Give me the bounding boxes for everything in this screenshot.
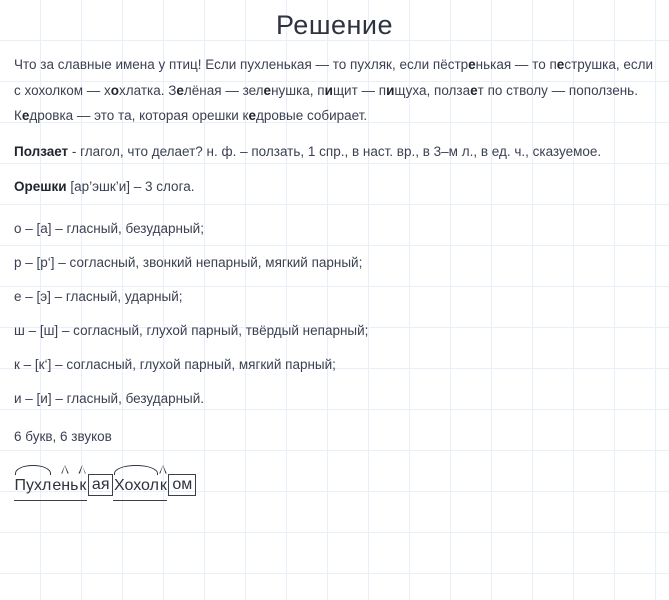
morpheme-diagram	[14, 462, 113, 496]
intro-text-run: дровые собирает.	[255, 108, 368, 123]
stressed-letter: и	[324, 82, 333, 98]
intro-text-run: ё	[440, 57, 448, 72]
morpheme-suffix: к	[159, 476, 167, 494]
stressed-letter: е	[263, 82, 272, 98]
morpheme-diagram	[113, 462, 196, 496]
morpheme-suffix: ень	[52, 476, 79, 494]
solution-body	[0, 52, 669, 514]
stressed-letter: е	[21, 108, 30, 123]
intro-text-run: лёная — зел	[183, 82, 264, 98]
intro-text-run: хлатка. З	[119, 82, 177, 98]
phonetic-analysis-list	[14, 212, 655, 416]
syllables-paragraph	[14, 174, 655, 200]
stressed-letter: е	[468, 57, 476, 72]
phonetic-line: е – [э] – гласный, ударный;	[14, 288, 183, 304]
stressed-letter: о	[110, 82, 119, 98]
syllables-lead: Орешки	[14, 179, 67, 194]
intro-paragraph	[14, 52, 655, 129]
stressed-letter: и	[386, 82, 395, 98]
stem-underline	[113, 500, 167, 501]
verb-analysis-rest: - глагол, что делает? н. ф. – ползать, 1 спр., в наст. вр., в 3–м л., в ед. ч., сказуемое.	[68, 143, 602, 159]
intro-text-run: т по стволу — поползень. К	[14, 82, 638, 123]
verb-analysis-paragraph	[14, 139, 655, 165]
verb-analysis-lead: Ползает	[14, 143, 69, 159]
morpheme-root: Хохол	[113, 476, 159, 494]
stem-underline	[14, 500, 87, 501]
phonetic-line: ш – [ш] – согласный, глухой парный, твёрдый непарный;	[14, 322, 369, 338]
intro-text-run: струшка, если с хохолком — х	[14, 57, 654, 98]
phonetic-line: о – [а] – гласный, безударный;	[14, 220, 204, 236]
morpheme-word	[113, 474, 196, 496]
intro-text-run: щит — п	[332, 82, 387, 98]
intro-text-run: дровка — это та, которая орешки к	[29, 108, 249, 123]
morpheme-diagrams	[14, 462, 655, 514]
letters-sounds-count: 6 букв, 6 звуков	[14, 428, 112, 444]
stressed-letter: е	[556, 57, 565, 72]
page-title: Решение	[275, 10, 394, 40]
intro-text-run: нькая — то п	[475, 57, 557, 72]
morpheme-suffix2: к	[79, 476, 87, 494]
morpheme-ending: ая	[88, 474, 114, 496]
intro-text-run: нушка, п	[271, 82, 325, 98]
stressed-letter: е	[176, 82, 184, 98]
intro-text-run: Что за славные имена у птиц! Если пухленькая — то пухляк, если п	[14, 57, 441, 72]
stressed-letter: е	[248, 108, 256, 123]
phonetic-line: к – [к‘] – согласный, глухой парный, мягкий парный;	[14, 356, 336, 372]
morpheme-ending: ом	[168, 474, 196, 496]
phonetic-line: и – [и] – гласный, безударный.	[14, 390, 205, 406]
intro-text-run: стр	[447, 57, 469, 72]
morpheme-word	[14, 474, 113, 496]
phonetic-line: р – [р‘] – согласный, звонкий непарный, мягкий парный;	[14, 254, 363, 270]
morpheme-root: Пухл	[14, 476, 52, 494]
syllables-rest: [ар’эшк’и] – 3 слога.	[66, 179, 195, 194]
intro-text-run: щуха, полза	[394, 82, 471, 98]
stressed-letter: е	[470, 82, 478, 98]
